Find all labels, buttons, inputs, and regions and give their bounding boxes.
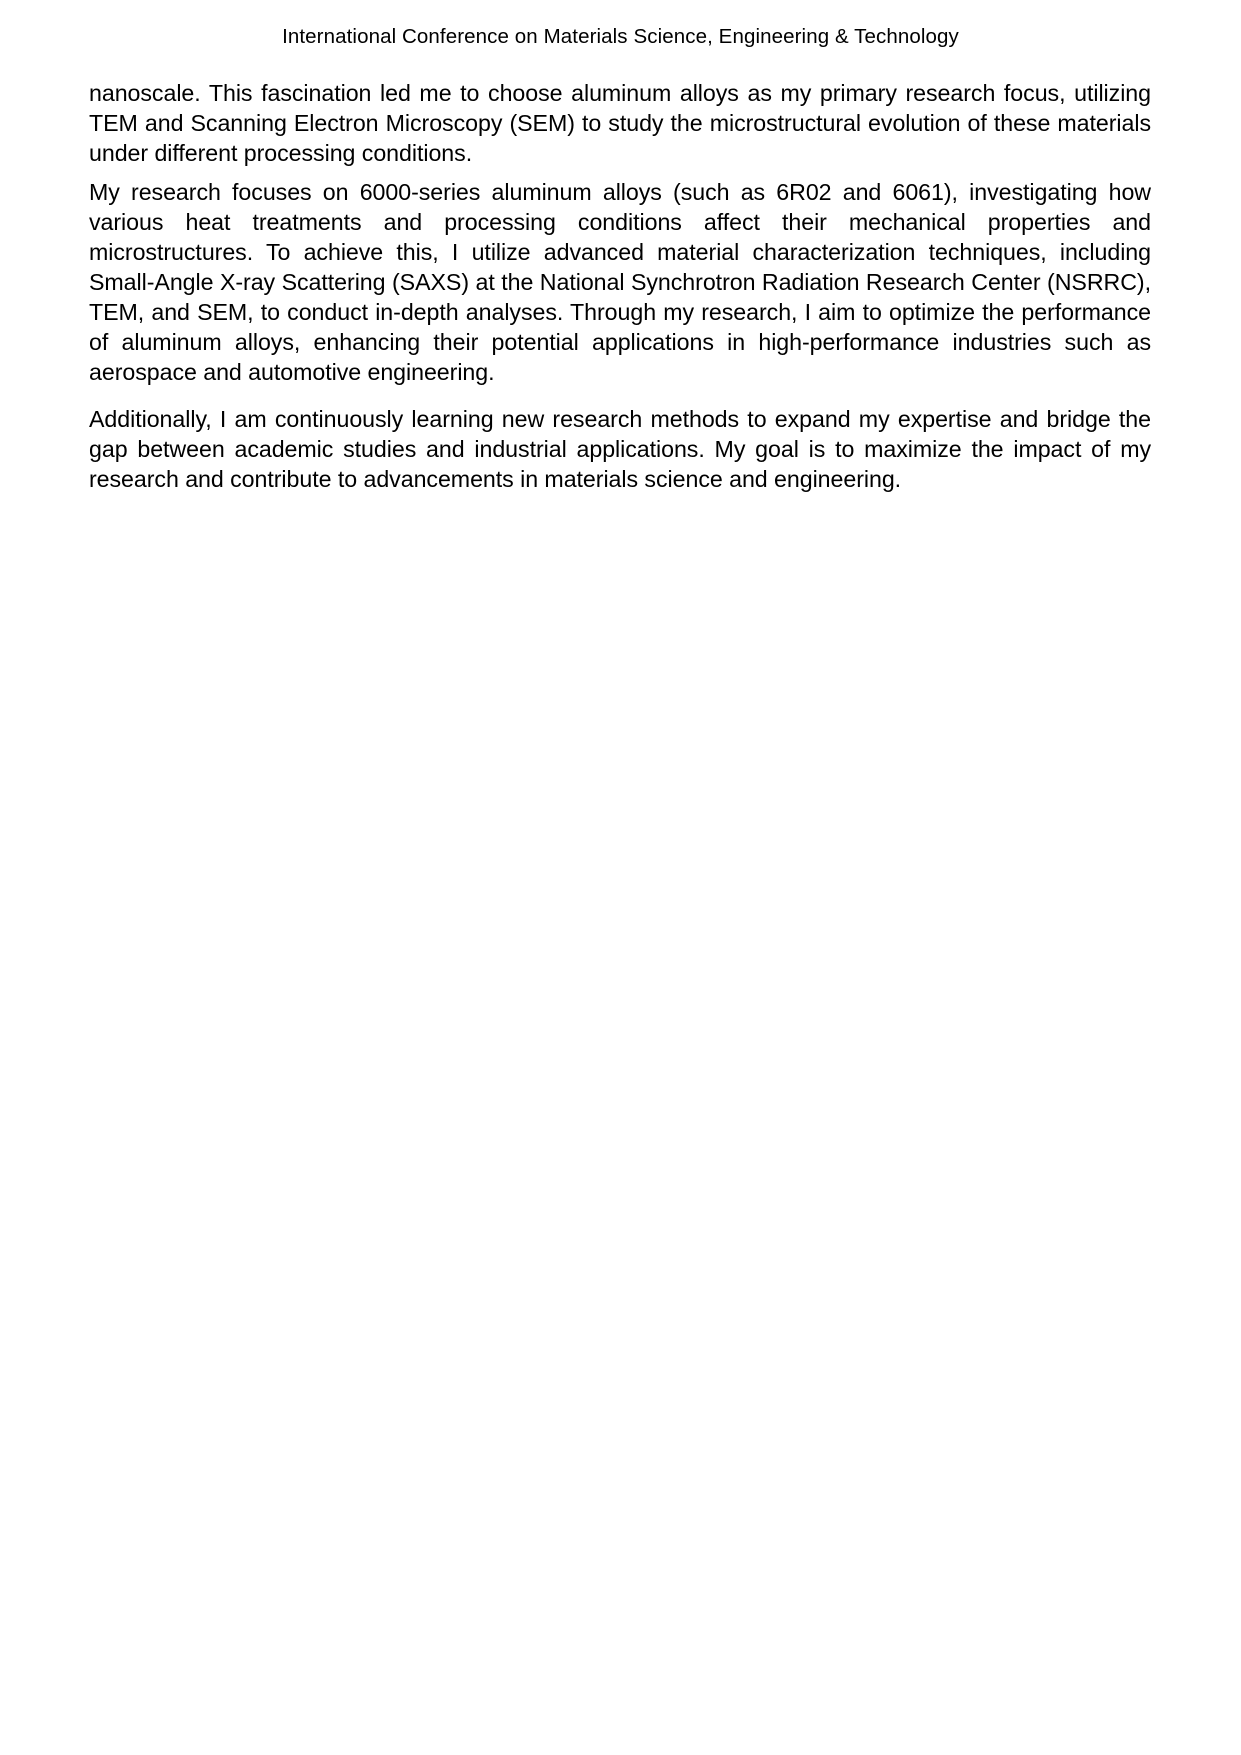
paragraph-continuation: nanoscale. This fascination led me to choose aluminum alloys as my primary research focus, utilizing TEM and Scanning Electron Microscopy (SEM) to study the microstructural evolution of these materials under different processing conditions. xyxy=(89,80,1151,166)
running-header: International Conference on Materials Science, Engineering & Technology xyxy=(282,25,959,48)
paragraph-goals: Additionally, I am continuously learning new research methods to expand my expertise and bridge the gap between academic studies and industrial applications. My goal is to maximize the impact of my research and contribute to advancements in materials science and engineering. xyxy=(89,406,1151,492)
paragraph-research-focus: My research focuses on 6000-series aluminum alloys (such as 6R02 and 6061), investigating how various heat treatments and processing conditions affect their mechanical properties and microstructures. To achieve this, I utilize advanced material characterization techniques, including Small-Angle X-ray Scattering (SAXS) at the National Synchrotron Radiation Research Center (NSRRC), TEM, and SEM, to conduct in-depth analyses. Through my research, I aim to optimize the performance of aluminum alloys, enhancing their potential applications in high-performance industries such as aerospace and automotive engineering. xyxy=(89,179,1151,385)
body-text xyxy=(89,78,1151,494)
